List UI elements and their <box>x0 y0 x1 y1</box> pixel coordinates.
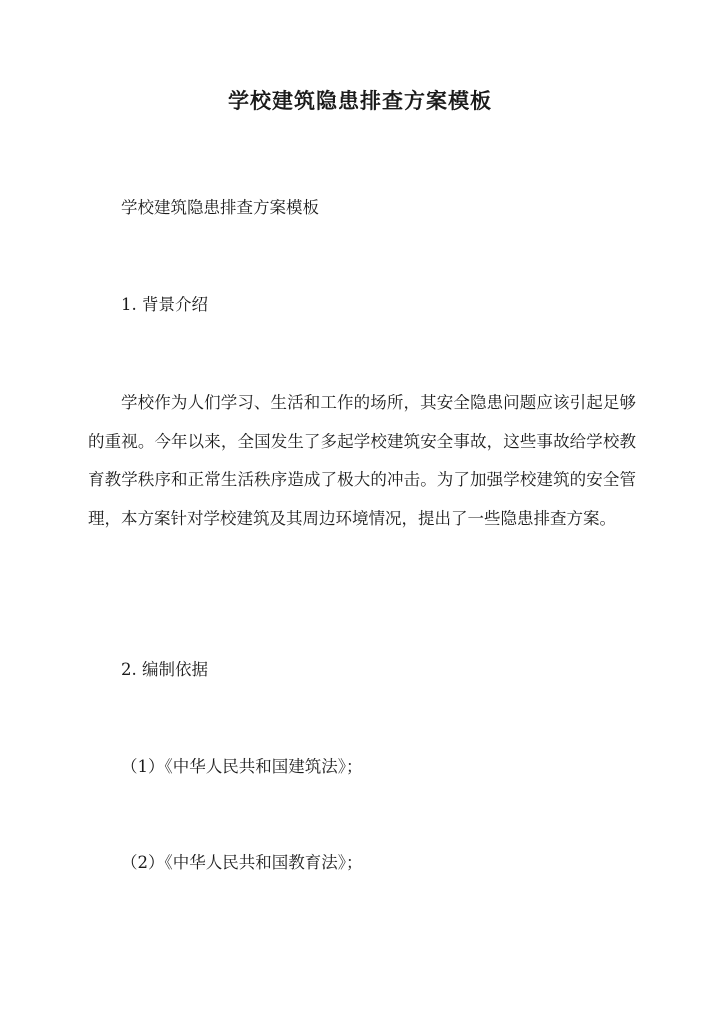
basis-item-2: （2）《中华人民共和国教育法》； <box>121 853 363 872</box>
document-subtitle: 学校建筑隐患排查方案模板 <box>121 198 319 217</box>
section-heading-basis: 2. 编制依据 <box>121 660 208 679</box>
basis-item-1: （1）《中华人民共和国建筑法》； <box>121 757 363 776</box>
background-paragraph: 学校作为人们学习、生活和工作的场所，其安全隐患问题应该引起足够的重视。今年以来，全国发生了多起学校建筑安全事故，这些事故给学校教育教学秩序和正常生活秩序造成了极大的冲击。为了加强学校建筑的安全管理，本方案针对学校建筑及其周边环境情况，提出了一些隐患排查方案。 <box>88 393 636 528</box>
document-title: 学校建筑隐患排查方案模板 <box>228 88 492 113</box>
section-heading-background: 1. 背景介绍 <box>121 295 208 314</box>
